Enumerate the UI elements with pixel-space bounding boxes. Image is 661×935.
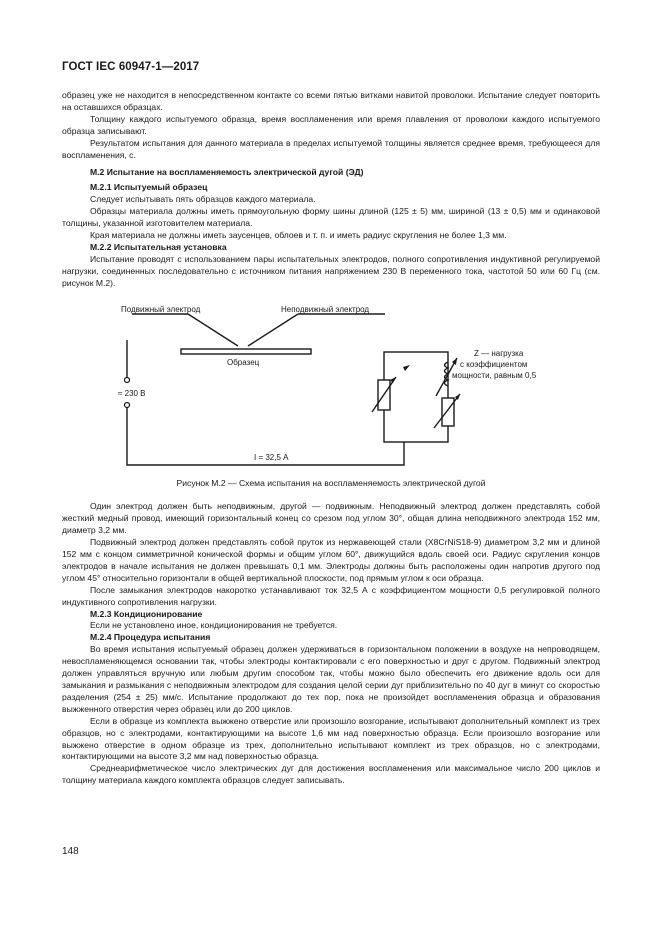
paragraph: Края материала не должны иметь заусенцев, облоев и т. п. и иметь радиус скругления не более 1,3 мм. [90,229,507,240]
paragraph: Во время испытания испытуемый образец должен удерживаться в горизонтальном положении в воздухе на непроводящем, невоспламеняющемся основании так, чтобы электроды контактировали с его поверхностью и друг с другом. Подвижный электрод должен управляться вручную или любым другим способом так, чтобы можно было обеспечить его движение вдоль оси для замыкания и размыкания с неподвижным электродом для создания целой серии дуг приблизительно по 40 дуг в минут со скоростью разделения (254 ± 25) мм/с. Испытание продолжают до тех пор, пока не произойдет воспламенения образца и образования выжженного отверстия через образец или до 200 циклов. [62,644,600,714]
paragraph: Испытание проводят с использованием пары испытательных электродов, полного сопротивления индуктивной регулируемой нагрузки, соединенных последовательно с источником питания напряжением 230 В переменного тока, частотой 50 или 60 Гц (см. рисунок М.2). [62,253,600,288]
voltage-label: ≈ 230 В [118,388,146,398]
paragraph: Толщину каждого испытуемого образца, время воспламенения или время плавления от проволоки каждого испытуемого образца записывают. [62,113,600,136]
sample-bar [181,349,311,354]
circuit-diagram [62,300,600,476]
moving-electrode-label: Подвижный электрод [121,304,201,314]
subsection-heading-m2-4: М.2.4 Процедура испытания [90,632,211,643]
paragraph: Результатом испытания для данного материала в пределах испытуемой толщины является среднее время, требующееся для воспламенения, с. [62,137,600,160]
resistor [442,398,454,426]
arrow-head [390,377,396,383]
load-label: Z — нагрузка [474,348,524,358]
figure-caption: Рисунок М.2 — Схема испытания на воспламеняемость электрической дугой [176,477,486,488]
subsection-heading-m2-3: М.2.3 Кондиционирование [90,608,203,619]
fixed-electrode-label: Неподвижный электрод [281,304,370,314]
subsection-heading-m2-1: М.2.1 Испытуемый образец [90,182,208,193]
terminal [125,377,130,382]
page-number: 148 [62,846,79,857]
moving-electrode [188,314,238,346]
paragraph: Если не установлено иное, кондиционирования не требуется. [90,620,338,631]
arrow-head [403,365,410,371]
load-block [384,352,448,442]
paragraph: Один электрод должен быть неподвижным, другой — подвижным. Неподвижный электрод должен представлять собой жесткий медный провод, имеющий горизонтальный конец со срезом под углом 30°, общая длина неподвижного электрода 152 мм, диаметр 3,2 мм. [62,501,600,536]
sample-label: Образец [227,357,260,367]
current-label: I = 32,5 А [254,452,289,462]
document-header: ГОСТ IEC 60947-1—2017 [62,61,200,73]
paragraph: Следует испытывать пять образцов каждого материала. [90,194,316,205]
section-heading-m2: М.2 Испытание на воспламеняемость электрической дугой (ЭД) [90,167,364,178]
fixed-electrode [248,314,298,346]
subsection-heading-m2-2: М.2.2 Испытательная установка [90,241,227,252]
terminal [125,402,130,407]
paragraph: Подвижный электрод должен представлять собой пруток из нержавеющей стали (X8CrNiS18-9) диаметром 3,2 мм и длиной 152 мм с концом симметричной конической формы и общим углом 60°, движущийся вдоль своей оси. Радиус скругления концов электродов в начале испытания не должен превышать 0,1 мм. Электроды должны быть расположены один напротив другого под углом 45° относительно горизонтали в общей вертикальной плоскости, под прямым углом к оси образца. [62,537,600,583]
page-content [62,90,600,787]
paragraph: После замыкания электродов накоротко устанавливают ток 32,5 А с коэффициентом мощности 0,5 регулировкой полного индуктивного сопротивления нагрузки. [62,584,600,607]
paragraph: Образцы материала должны иметь прямоугольную форму шины длиной (125 ± 5) мм, шириной (13 ± 0,5) мм и одинаковой толщины, указанной изготовителем материала. [62,206,600,229]
load-label: с коэффициентом [460,359,528,369]
paragraph: Если в образце из комплекта выжжено отверстие или произошло возгорание, испытывают дополнительный комплект из трех образцов, но с электродами, контактирующими на высоте 1,6 мм над поверхностью образца. Если произошло возгорание или выжжено отверстие в одном образце из трех, дополнительно испытывают комплект из трех образцов, но с электродами, контактирующими на высоте 3,2 мм над поверхностью образца. [62,715,600,762]
paragraph: Среднеарифметическое число электрических дуг для достижения воспламенения или максимальное число 200 циклов и толщину материала каждого комплекта образцов следует записывать. [62,763,600,786]
paragraph: образец уже не находится в непосредственном контакте со всеми пятью витками навитой проволоки. Испытание следует повторить на оставшихся образцах. [62,90,600,112]
load-label: мощности, равным 0,5 [452,370,537,380]
